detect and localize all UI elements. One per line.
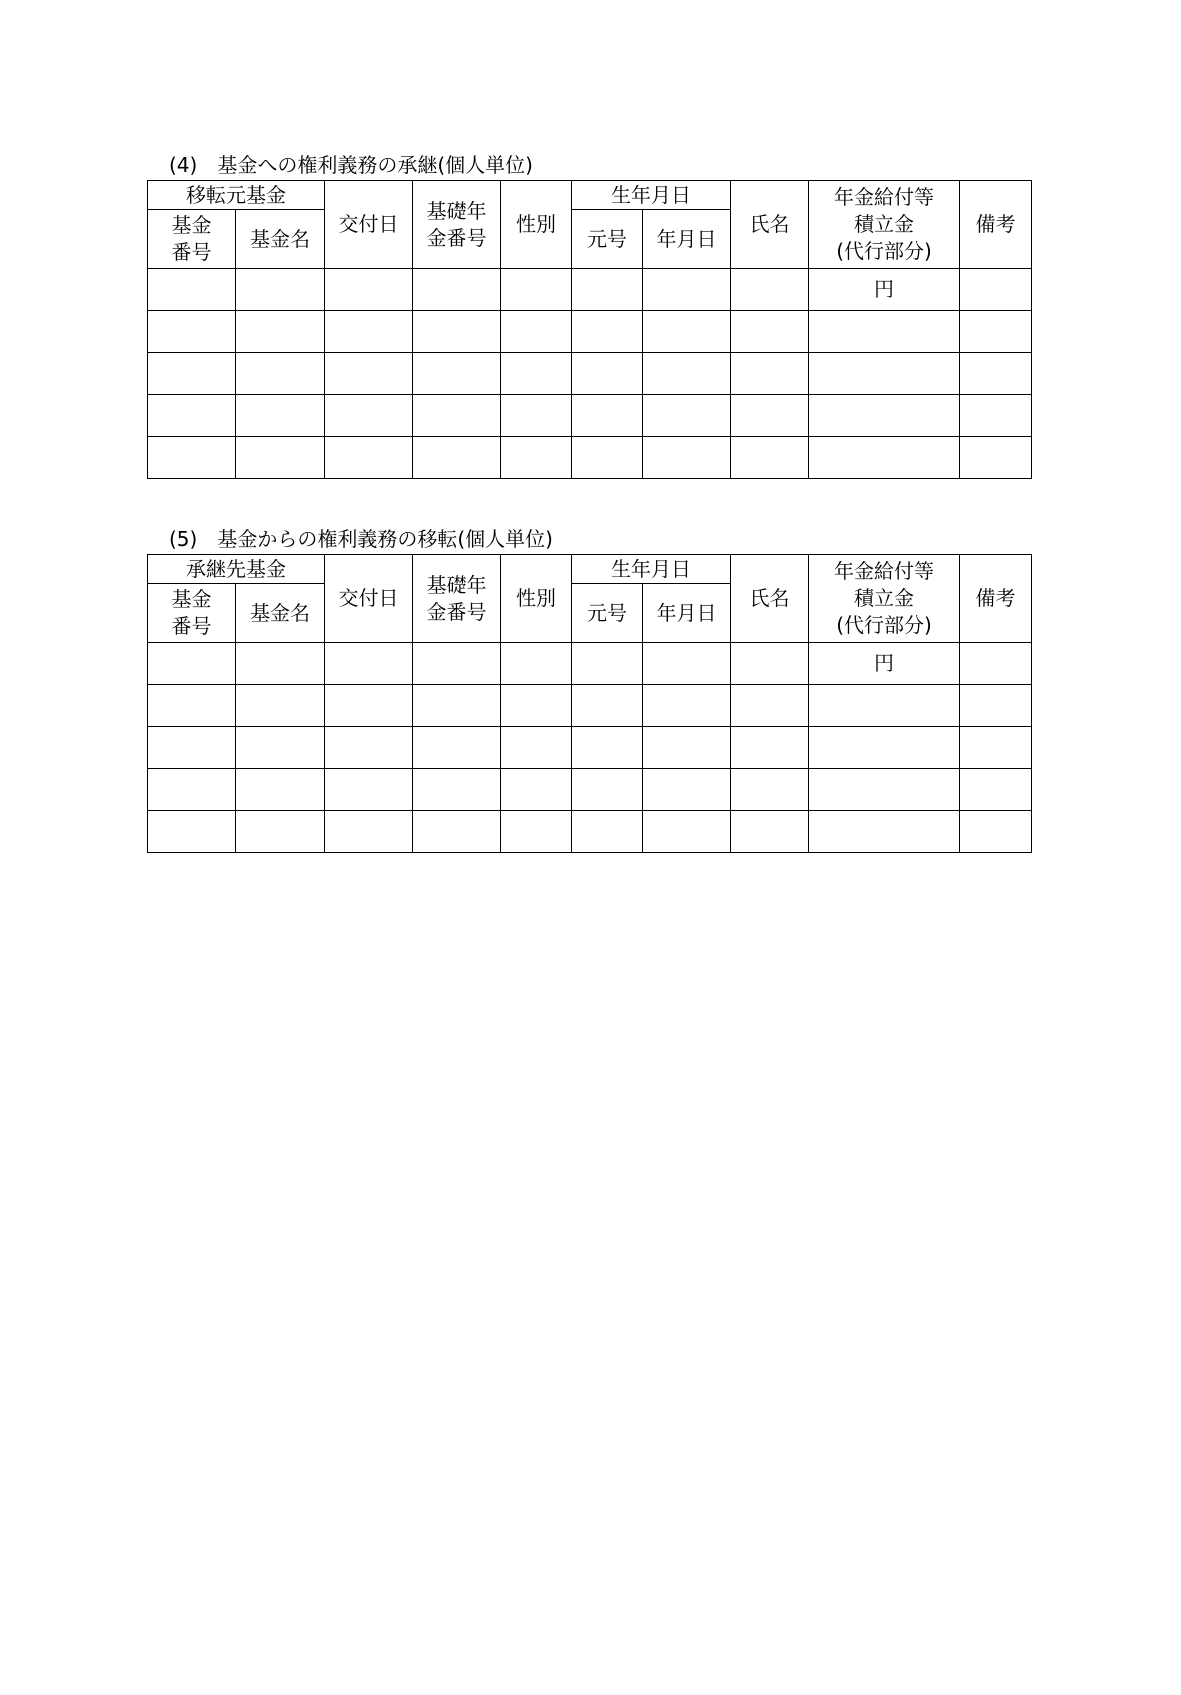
cell-remarks[interactable] xyxy=(960,727,1032,769)
cell-fund-name[interactable] xyxy=(236,685,325,727)
cell-name[interactable] xyxy=(731,685,809,727)
cell-ymd[interactable] xyxy=(643,643,731,685)
cell-issue-date[interactable] xyxy=(325,311,413,353)
cell-basic-pension-number[interactable] xyxy=(413,311,501,353)
cell-issue-date[interactable] xyxy=(325,811,413,853)
cell-name[interactable] xyxy=(731,727,809,769)
header-ymd: 年月日 xyxy=(643,584,731,643)
cell-fund-number[interactable] xyxy=(148,685,236,727)
header-name: 氏名 xyxy=(731,555,809,643)
cell-remarks[interactable] xyxy=(960,269,1032,311)
cell-remarks[interactable] xyxy=(960,811,1032,853)
table-row xyxy=(148,311,1032,353)
cell-ymd[interactable] xyxy=(643,311,731,353)
cell-fund-name[interactable] xyxy=(236,769,325,811)
header-gender: 性別 xyxy=(501,555,572,643)
cell-issue-date[interactable] xyxy=(325,769,413,811)
section-heading: 基金への権利義務の承継(個人単位) xyxy=(217,153,533,177)
transfer-table xyxy=(147,554,1032,853)
cell-basic-pension-number[interactable] xyxy=(413,643,501,685)
section-number: (4) xyxy=(169,153,198,177)
cell-remarks[interactable] xyxy=(960,643,1032,685)
cell-basic-pension-number[interactable] xyxy=(413,353,501,395)
cell-pension-reserve[interactable] xyxy=(809,353,960,395)
header-basic-pension-number: 基礎年 金番号 xyxy=(413,181,501,269)
cell-gender[interactable] xyxy=(501,269,572,311)
cell-basic-pension-number[interactable] xyxy=(413,769,501,811)
cell-pension-reserve[interactable]: 円 xyxy=(809,269,960,311)
header-issue-date: 交付日 xyxy=(325,555,413,643)
cell-issue-date[interactable] xyxy=(325,685,413,727)
cell-gender[interactable] xyxy=(501,353,572,395)
cell-pension-reserve[interactable]: 円 xyxy=(809,643,960,685)
header-remarks: 備考 xyxy=(960,181,1032,269)
cell-pension-reserve[interactable] xyxy=(809,685,960,727)
cell-ymd[interactable] xyxy=(643,353,731,395)
cell-fund-name[interactable] xyxy=(236,437,325,479)
cell-issue-date[interactable] xyxy=(325,353,413,395)
header-ymd: 年月日 xyxy=(643,210,731,269)
header-basic-pension-number: 基礎年 金番号 xyxy=(413,555,501,643)
table-row xyxy=(148,437,1032,479)
cell-fund-number[interactable] xyxy=(148,643,236,685)
cell-ymd[interactable] xyxy=(643,811,731,853)
cell-basic-pension-number[interactable] xyxy=(413,727,501,769)
cell-fund-name[interactable] xyxy=(236,643,325,685)
header-fund-number: 基金 番号 xyxy=(148,584,236,643)
header-remarks: 備考 xyxy=(960,555,1032,643)
section-succession xyxy=(147,152,1031,479)
header-fund-name: 基金名 xyxy=(236,584,325,643)
cell-ymd[interactable] xyxy=(643,395,731,437)
cell-ymd[interactable] xyxy=(643,437,731,479)
header-pension-reserve: 年金給付等 積立金 (代行部分) xyxy=(809,555,960,643)
cell-fund-number[interactable] xyxy=(148,353,236,395)
cell-issue-date[interactable] xyxy=(325,395,413,437)
cell-basic-pension-number[interactable] xyxy=(413,437,501,479)
cell-name[interactable] xyxy=(731,811,809,853)
cell-era[interactable] xyxy=(572,437,643,479)
cell-pension-reserve[interactable] xyxy=(809,811,960,853)
cell-name[interactable] xyxy=(731,437,809,479)
cell-pension-reserve[interactable] xyxy=(809,395,960,437)
header-issue-date: 交付日 xyxy=(325,181,413,269)
cell-issue-date[interactable] xyxy=(325,437,413,479)
header-birth-date: 生年月日 xyxy=(572,555,731,584)
cell-era[interactable] xyxy=(572,269,643,311)
cell-fund-name[interactable] xyxy=(236,727,325,769)
cell-name[interactable] xyxy=(731,311,809,353)
cell-remarks[interactable] xyxy=(960,685,1032,727)
header-birth-date: 生年月日 xyxy=(572,181,731,210)
header-era: 元号 xyxy=(572,584,643,643)
cell-gender[interactable] xyxy=(501,437,572,479)
cell-name[interactable] xyxy=(731,269,809,311)
cell-fund-number[interactable] xyxy=(148,769,236,811)
cell-ymd[interactable] xyxy=(643,769,731,811)
cell-era[interactable] xyxy=(572,685,643,727)
header-gender: 性別 xyxy=(501,181,572,269)
cell-fund-number[interactable] xyxy=(148,269,236,311)
cell-ymd[interactable] xyxy=(643,269,731,311)
cell-era[interactable] xyxy=(572,811,643,853)
header-era: 元号 xyxy=(572,210,643,269)
cell-gender[interactable] xyxy=(501,311,572,353)
table-row xyxy=(148,727,1032,769)
cell-fund-number[interactable] xyxy=(148,311,236,353)
section-heading: 基金からの権利義務の移転(個人単位) xyxy=(217,527,553,551)
section-transfer xyxy=(147,526,1031,853)
cell-pension-reserve[interactable] xyxy=(809,311,960,353)
cell-pension-reserve[interactable] xyxy=(809,437,960,479)
section-title xyxy=(147,526,1031,554)
cell-fund-name[interactable] xyxy=(236,353,325,395)
cell-issue-date[interactable] xyxy=(325,269,413,311)
cell-remarks[interactable] xyxy=(960,311,1032,353)
cell-gender[interactable] xyxy=(501,643,572,685)
cell-gender[interactable] xyxy=(501,811,572,853)
table-row xyxy=(148,395,1032,437)
table-row xyxy=(148,769,1032,811)
table-row xyxy=(148,353,1032,395)
cell-era[interactable] xyxy=(572,727,643,769)
cell-name[interactable] xyxy=(731,353,809,395)
cell-era[interactable] xyxy=(572,769,643,811)
header-fund-number: 基金 番号 xyxy=(148,210,236,269)
header-name: 氏名 xyxy=(731,181,809,269)
cell-fund-name[interactable] xyxy=(236,395,325,437)
cell-gender[interactable] xyxy=(501,769,572,811)
cell-era[interactable] xyxy=(572,311,643,353)
header-fund-name: 基金名 xyxy=(236,210,325,269)
cell-basic-pension-number[interactable] xyxy=(413,269,501,311)
cell-era[interactable] xyxy=(572,353,643,395)
cell-ymd[interactable] xyxy=(643,727,731,769)
section-title xyxy=(147,152,1031,180)
cell-issue-date[interactable] xyxy=(325,727,413,769)
cell-ymd[interactable] xyxy=(643,685,731,727)
cell-pension-reserve[interactable] xyxy=(809,727,960,769)
cell-remarks[interactable] xyxy=(960,353,1032,395)
cell-basic-pension-number[interactable] xyxy=(413,395,501,437)
cell-fund-name[interactable] xyxy=(236,269,325,311)
cell-fund-number[interactable] xyxy=(148,395,236,437)
cell-remarks[interactable] xyxy=(960,437,1032,479)
header-source-fund: 移転元基金 xyxy=(148,181,325,210)
table-row xyxy=(148,811,1032,853)
cell-pension-reserve[interactable] xyxy=(809,769,960,811)
cell-fund-number[interactable] xyxy=(148,811,236,853)
cell-era[interactable] xyxy=(572,395,643,437)
section-number: (5) xyxy=(169,527,198,551)
table-row xyxy=(148,685,1032,727)
cell-fund-name[interactable] xyxy=(236,311,325,353)
table-row xyxy=(148,643,1032,685)
header-destination-fund: 承継先基金 xyxy=(148,555,325,584)
cell-gender[interactable] xyxy=(501,727,572,769)
cell-name[interactable] xyxy=(731,643,809,685)
cell-remarks[interactable] xyxy=(960,769,1032,811)
cell-remarks[interactable] xyxy=(960,395,1032,437)
cell-basic-pension-number[interactable] xyxy=(413,811,501,853)
cell-era[interactable] xyxy=(572,643,643,685)
cell-issue-date[interactable] xyxy=(325,643,413,685)
cell-fund-name[interactable] xyxy=(236,811,325,853)
cell-name[interactable] xyxy=(731,769,809,811)
cell-basic-pension-number[interactable] xyxy=(413,685,501,727)
header-pension-reserve: 年金給付等 積立金 (代行部分) xyxy=(809,181,960,269)
cell-gender[interactable] xyxy=(501,395,572,437)
table-row xyxy=(148,269,1032,311)
succession-table xyxy=(147,180,1032,479)
cell-gender[interactable] xyxy=(501,685,572,727)
cell-fund-number[interactable] xyxy=(148,437,236,479)
cell-name[interactable] xyxy=(731,395,809,437)
cell-fund-number[interactable] xyxy=(148,727,236,769)
